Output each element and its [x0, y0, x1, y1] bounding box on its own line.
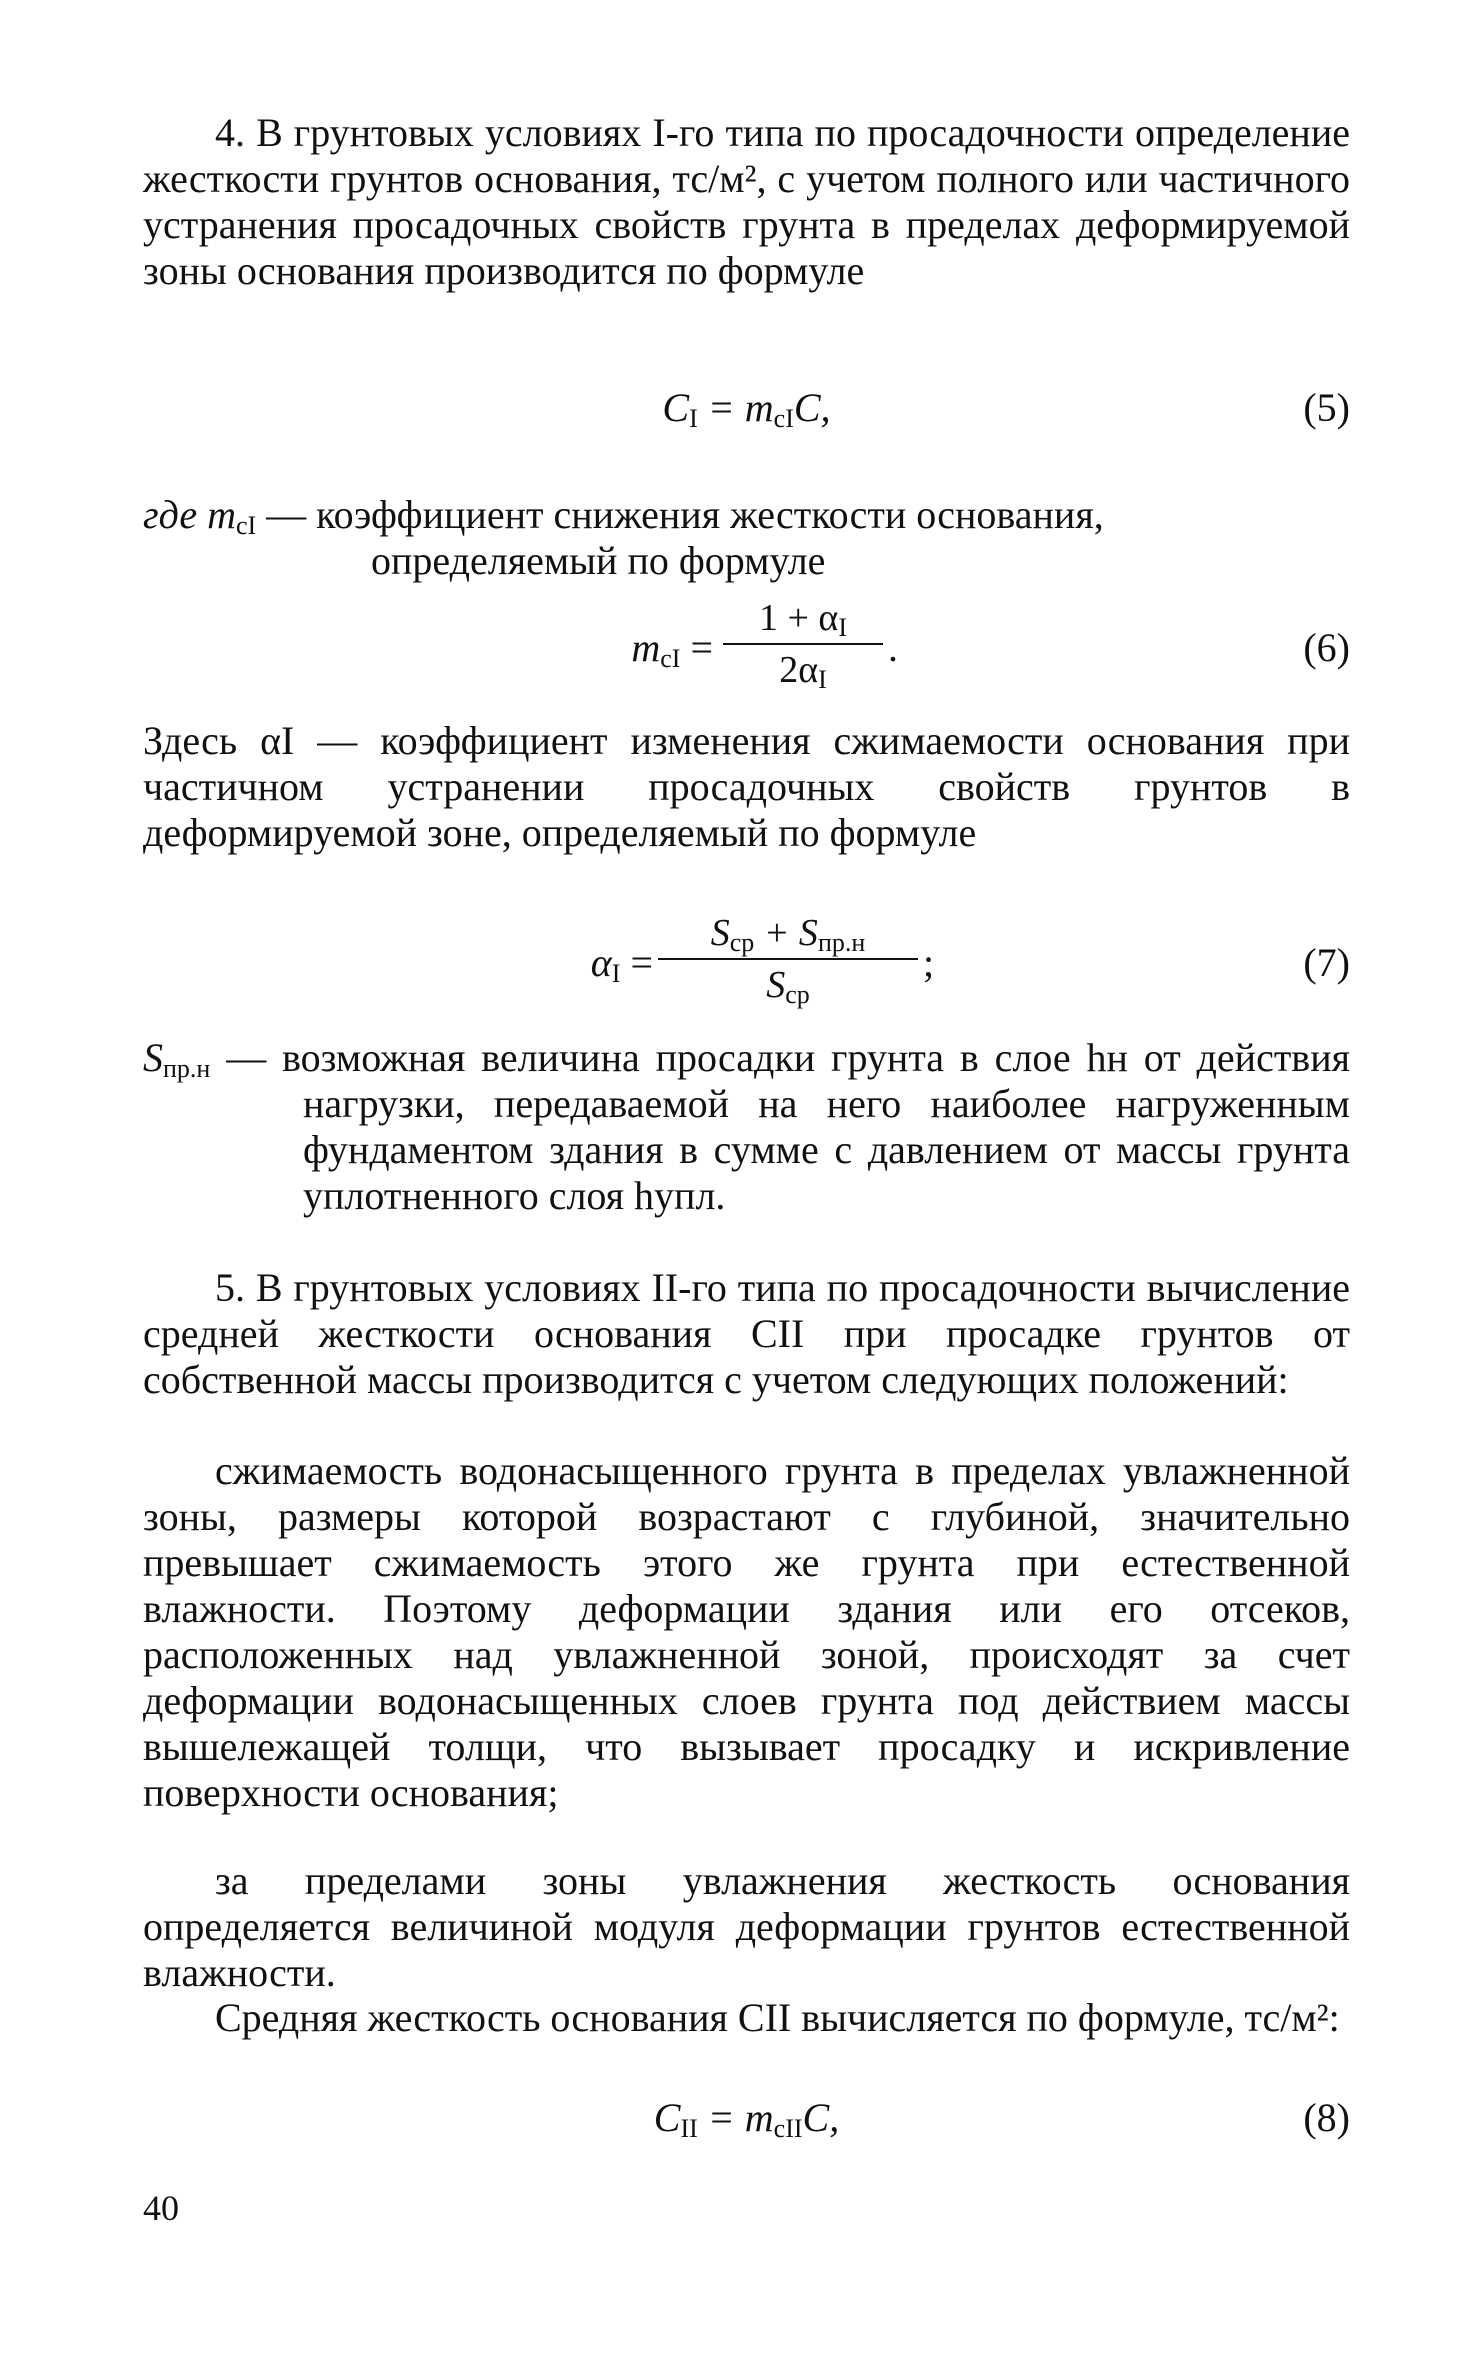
para7-text: за пределами зоны увлажнения жесткость основания определяется величиной модуля деформации грунтов естественной влажности.	[143, 1858, 1350, 1995]
where-clause-mcI	[143, 492, 1350, 584]
eq6-numerator: 1 + α	[758, 597, 839, 639]
eq6-numerator-sub: I	[838, 613, 847, 642]
eq8-rhs-tail: C,	[802, 2095, 840, 2140]
eq6-fraction	[723, 595, 883, 693]
para8-text: Средняя жесткость основания CII вычисляется по формуле, тс/м²:	[215, 1995, 1340, 2040]
eq6-lhs: m	[631, 625, 661, 670]
where1-lead-sub: cI	[235, 511, 257, 540]
fraction-bar	[658, 958, 918, 960]
eq7-num-b: + S	[754, 912, 818, 954]
eq7-equals: =	[630, 940, 653, 985]
paragraph-7	[143, 1858, 1350, 1996]
equation-7	[143, 910, 1350, 1020]
where-clause-Spr	[143, 1035, 1350, 1219]
eq7-semicolon: ;	[923, 940, 935, 985]
eq7-denominator-sub: ср	[785, 980, 810, 1009]
eq8-lhs-sub: II	[680, 2114, 698, 2143]
eq7-num-a: S	[710, 912, 730, 954]
equation-8	[143, 2095, 1350, 2151]
equation-number-8: (8)	[1303, 2095, 1350, 2140]
where2-lead: S	[143, 1035, 163, 1080]
para4-body: определение жесткости грунтов основания, тс/м², с учетом полного или частичного устранения просадочных свойств грунта в пределах деформируемой зоны основания производится по формуле	[143, 110, 1350, 293]
paragraph-4	[143, 110, 1350, 294]
where1-lead: где m	[143, 492, 236, 537]
eq7-fraction	[658, 910, 918, 1008]
paragraph-6	[143, 1448, 1350, 1816]
equation-number-5: (5)	[1303, 385, 1350, 430]
alpha-definition: Здесь αI — коэффициент изменения сжимаемости основания при частичном устранении просадочных свойств грунтов в деформируемой зоне, определяемый по формуле	[143, 718, 1350, 855]
equation-5	[143, 385, 1350, 441]
eq7-lhs-sub: I	[611, 959, 621, 988]
eq8-lhs: C	[653, 2095, 681, 2140]
where1-text: — коэффициент снижения жесткости основания,	[256, 492, 1104, 537]
eq8-rhs-sub: cII	[773, 2114, 803, 2143]
paragraph-8	[143, 1995, 1350, 2041]
eq8-rhs: = m	[707, 2095, 774, 2140]
eq5-rhs: = m	[707, 385, 774, 430]
eq6-lhs-sub: cI	[660, 644, 681, 673]
page-number: 40	[143, 2188, 179, 2228]
paragraph-5	[143, 1265, 1350, 1403]
para4-first-line: 4. В грунтовых условиях I-го типа по просадочности	[215, 110, 1124, 155]
where2-lead-sub: пр.н	[163, 1054, 211, 1083]
equation-number-7: (7)	[1303, 940, 1350, 985]
eq6-equals: =	[690, 625, 713, 670]
eq6-denominator: 2α	[779, 649, 819, 691]
equation-6: $m_{cI}$ = $1 + \alpha_I$ $2\alpha_I$ . (6)	[631, 597, 1350, 694]
eq7-num-b-sub: пр.н	[817, 928, 866, 957]
para5-text: 5. В грунтовых условиях II-го типа по просадочности вычисление средней жесткости основания CII при просадке грунтов от собственной массы производится с учетом следующих положений:	[143, 1265, 1350, 1402]
eq7-denominator: S	[766, 964, 786, 1006]
eq6-denominator-sub: I	[818, 665, 827, 694]
paragraph-alpha	[143, 718, 1350, 856]
eq5-lhs: C	[662, 385, 690, 430]
eq7-lhs: α	[590, 940, 612, 985]
eq5-rhs-sub: cI	[773, 404, 794, 433]
fraction-bar	[723, 643, 883, 645]
eq7-num-a-sub: ср	[729, 928, 755, 957]
equation-number-6: (6)	[1303, 625, 1350, 670]
eq5-lhs-sub: I	[689, 404, 698, 433]
where1-continuation: определяемый по формуле	[371, 538, 826, 583]
eq5-rhs-tail: C,	[793, 385, 831, 430]
para6-text: сжимаемость водонасыщенного грунта в пределах увлажненной зоны, размеры которой возрастают с глубиной, значительно превышает сжимаемость этого же грунта при естественной влажности. Поэтому деформации здания или его отсеков, расположенных над увлажненной зоной, происходят за счет деформации водонасыщенных слоев грунта под действием массы вышележащей толщи, что вызывает просадку и искривление поверхности основания;	[143, 1448, 1350, 1815]
where2-text: — возможная величина просадки грунта в слое hн от действия нагрузки, передаваемой на него наиболее нагруженным фундаментом здания в сумме с давлением от массы грунта уплотненного слоя hупл.	[210, 1035, 1350, 1218]
